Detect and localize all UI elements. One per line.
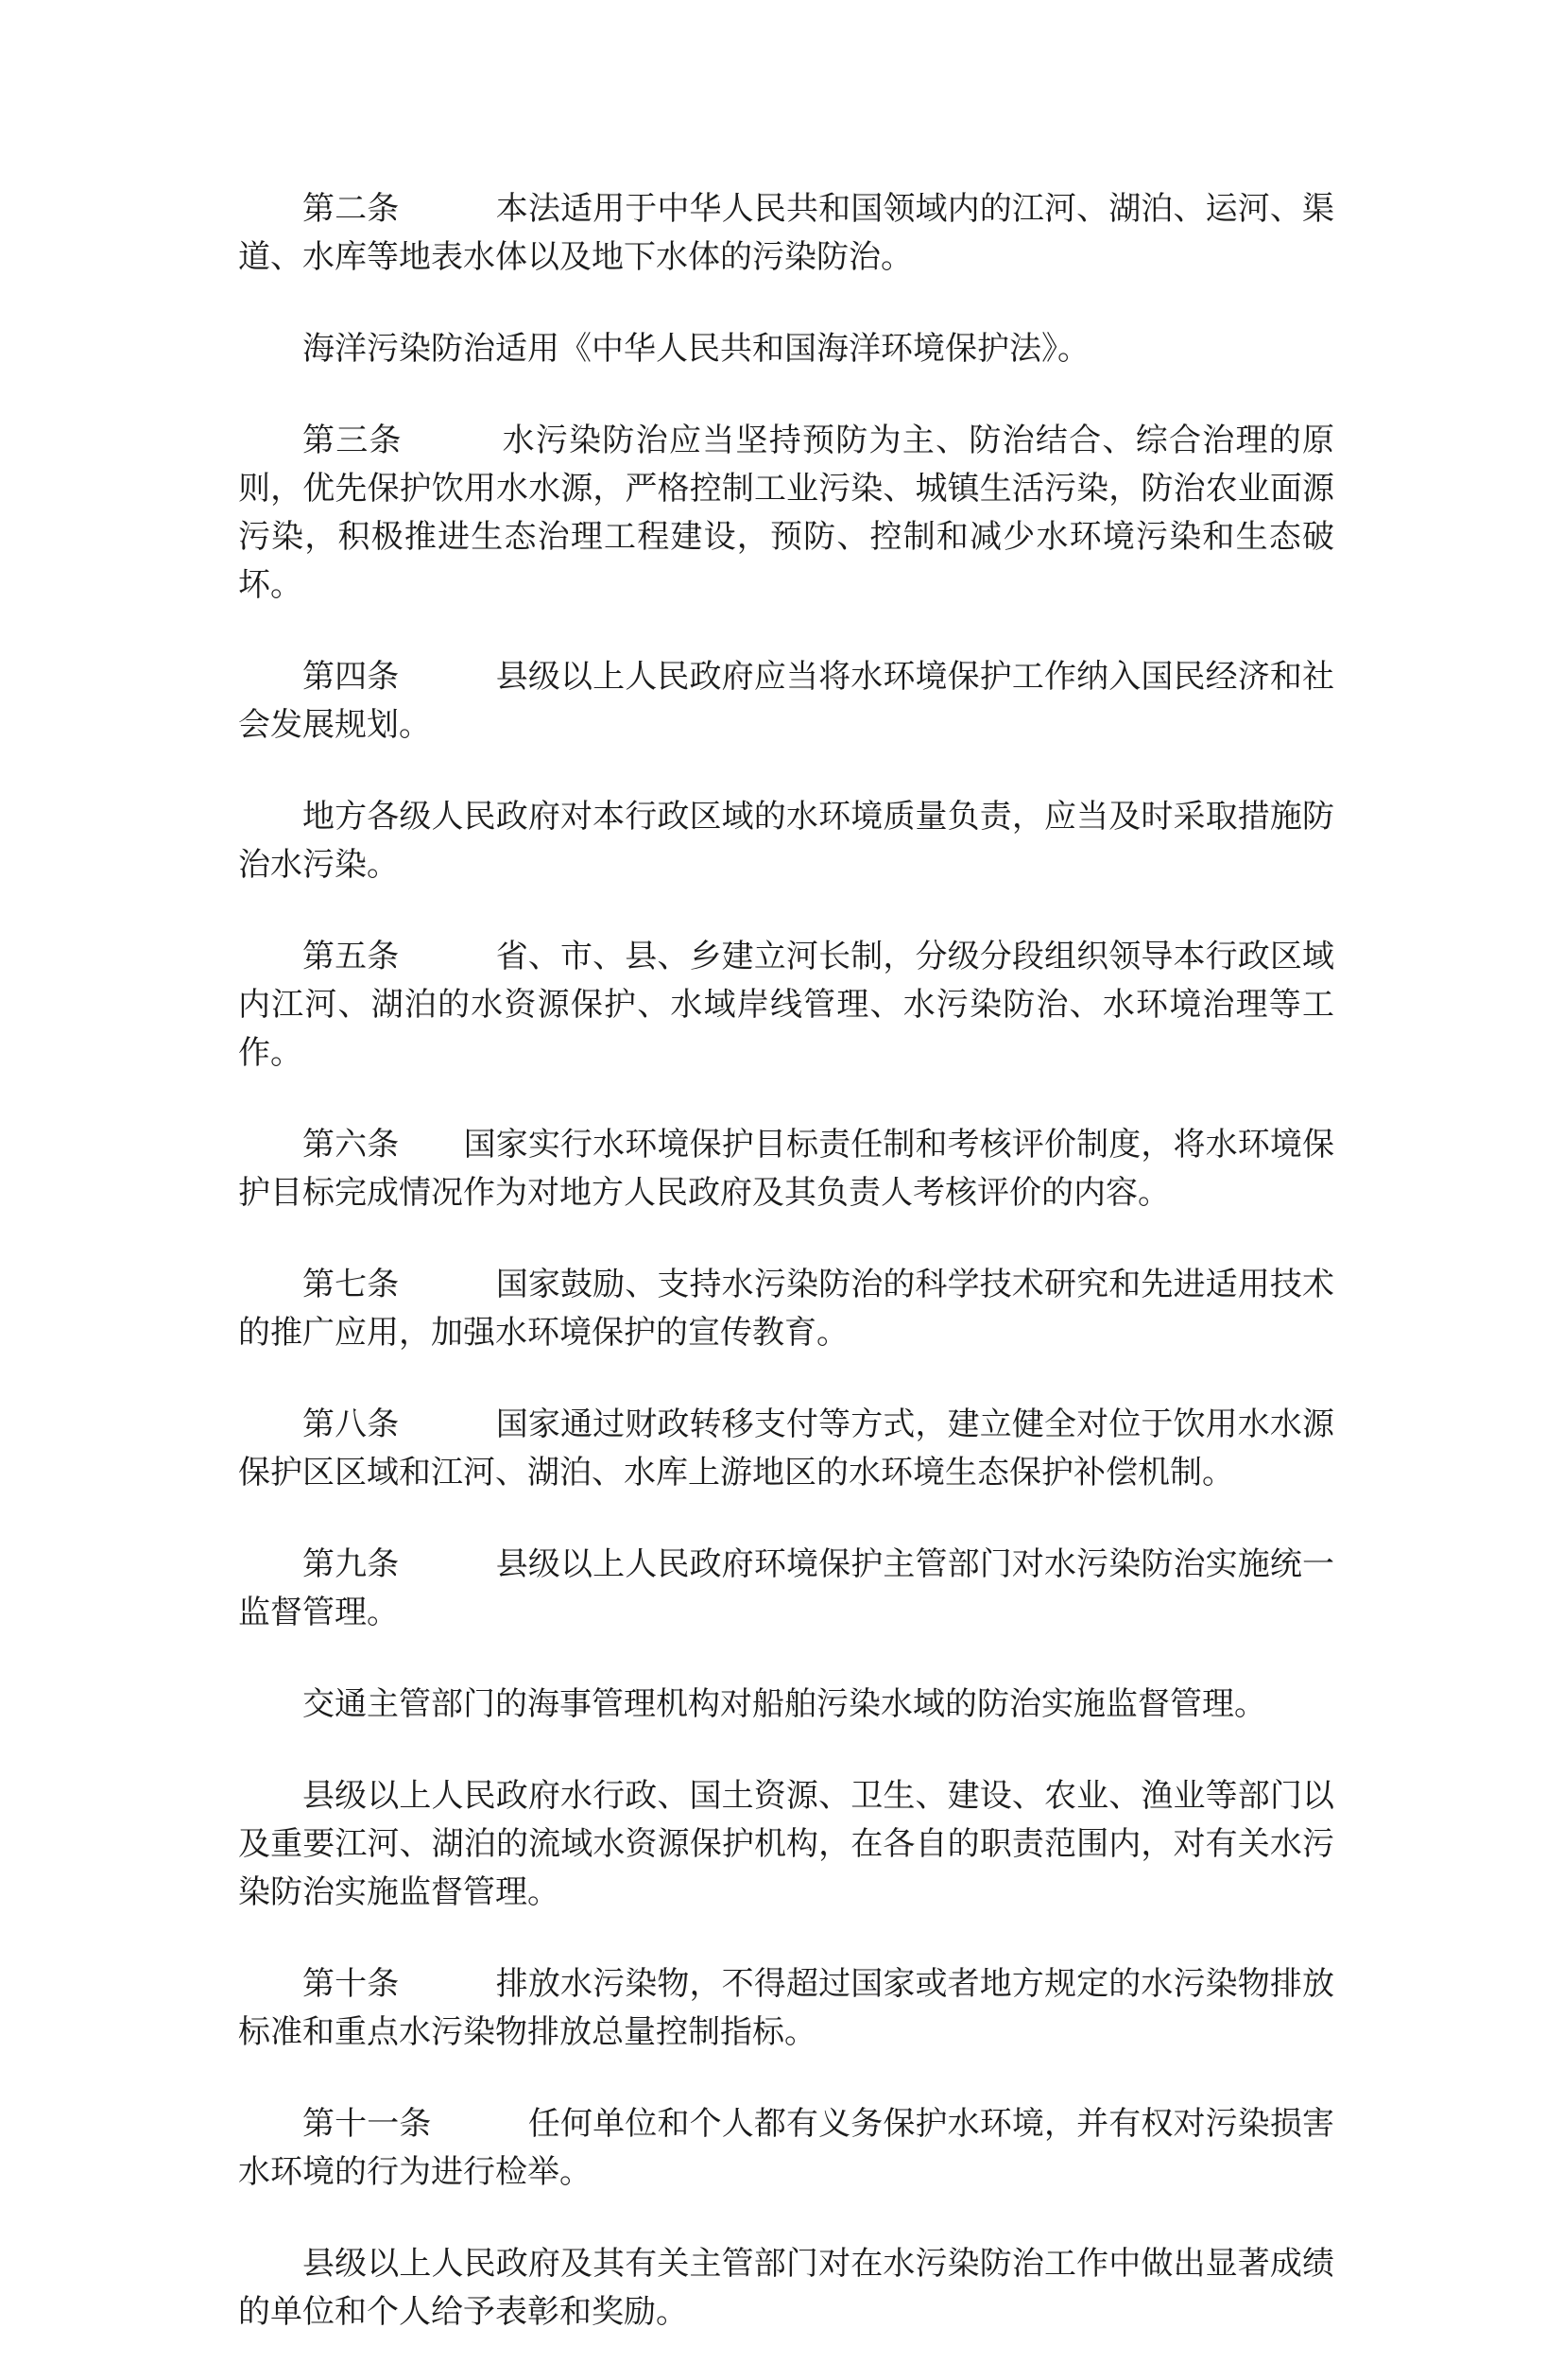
- paragraph-text: 地方各级人民政府对本行政区域的水环境质量负责，应当及时采取措施防治水污染。: [238, 798, 1334, 884]
- article-number: 第五条: [302, 938, 400, 975]
- paragraph-article-2: [238, 185, 1334, 282]
- document-body: [238, 185, 1334, 2380]
- article-number: 第十一条: [302, 2105, 432, 2143]
- paragraph-text: 县级以上人民政府水行政、国土资源、卫生、建设、农业、渔业等部门以及重要江河、湖泊的流域水资源保护机构，在各自的职责范围内，对有关水污染防治实施监督管理。: [238, 1777, 1334, 1911]
- article-number: 第二条: [302, 190, 400, 228]
- paragraph-article-11: [238, 2100, 1334, 2197]
- paragraph-article-8: [238, 1401, 1334, 1497]
- paragraph-text: 国家鼓励、支持水污染防治的科学技术研究和先进适用技术的推广应用，加强水环境保护的宣传教育。: [238, 1266, 1335, 1352]
- paragraph-text: 县级以上人民政府应当将水环境保护工作纳入国民经济和社会发展规划。: [238, 658, 1335, 744]
- paragraph-marine-pollution: [238, 325, 1334, 373]
- paragraph-article-10: [238, 1960, 1334, 2057]
- paragraph-article-3: [238, 417, 1334, 610]
- paragraph-text: 县级以上人民政府及其有关主管部门对在水污染防治工作中做出显著成绩的单位和个人给予表彰和奖励。: [238, 2245, 1334, 2331]
- paragraph-article-9: [238, 1541, 1334, 1637]
- paragraph-text: 国家通过财政转移支付等方式，建立健全对位于饮用水水源保护区区域和江河、湖泊、水库上游地区的水环境生态保护补偿机制。: [238, 1406, 1335, 1492]
- paragraph-article-4: [238, 653, 1334, 750]
- paragraph-article-7: [238, 1261, 1334, 1357]
- article-number: 第六条: [302, 1126, 400, 1164]
- article-number: 第七条: [302, 1266, 400, 1303]
- paragraph-article-6: [238, 1121, 1334, 1217]
- paragraph-text: 国家实行水环境保护目标责任制和考核评价制度，将水环境保护目标完成情况作为对地方人民政府及其负责人考核评价的内容。: [238, 1126, 1335, 1212]
- paragraph-local-government: [238, 793, 1334, 889]
- paragraph-text: 排放水污染物，不得超过国家或者地方规定的水污染物排放标准和重点水污染物排放总量控制指标。: [238, 1965, 1335, 2051]
- paragraph-text: 县级以上人民政府环境保护主管部门对水污染防治实施统一监督管理。: [238, 1545, 1335, 1631]
- article-number: 第八条: [302, 1406, 400, 1443]
- paragraph-text: 水污染防治应当坚持预防为主、防治结合、综合治理的原则，优先保护饮用水水源，严格控制工业污染、城镇生活污染，防治农业面源污染，积极推进生态治理工程建设，预防、控制和减少水环境污染和生态破坏。: [238, 422, 1335, 604]
- article-number: 第三条: [302, 422, 403, 459]
- article-number: 第九条: [302, 1545, 400, 1583]
- paragraph-text: 省、市、县、乡建立河长制，分级分段组织领导本行政区域内江河、湖泊的水资源保护、水域岸线管理、水污染防治、水环境治理等工作。: [238, 938, 1335, 1072]
- paragraph-maritime-agency: [238, 1681, 1334, 1729]
- paragraph-text: 交通主管部门的海事管理机构对船舶污染水域的防治实施监督管理。: [302, 1685, 1266, 1723]
- paragraph-text: 本法适用于中华人民共和国领域内的江河、湖泊、运河、渠道、水库等地表水体以及地下水体的污染防治。: [238, 190, 1335, 276]
- paragraph-text: 任何单位和个人都有义务保护水环境，并有权对污染损害水环境的行为进行检举。: [238, 2105, 1335, 2191]
- paragraph-text: 海洋污染防治适用《中华人民共和国海洋环境保护法》。: [302, 330, 1090, 368]
- paragraph-county-departments: [238, 1772, 1334, 1917]
- article-number: 第四条: [302, 658, 400, 696]
- paragraph-commendation: [238, 2240, 1334, 2337]
- article-number: 第十条: [302, 1965, 400, 2003]
- paragraph-article-5: [238, 933, 1334, 1078]
